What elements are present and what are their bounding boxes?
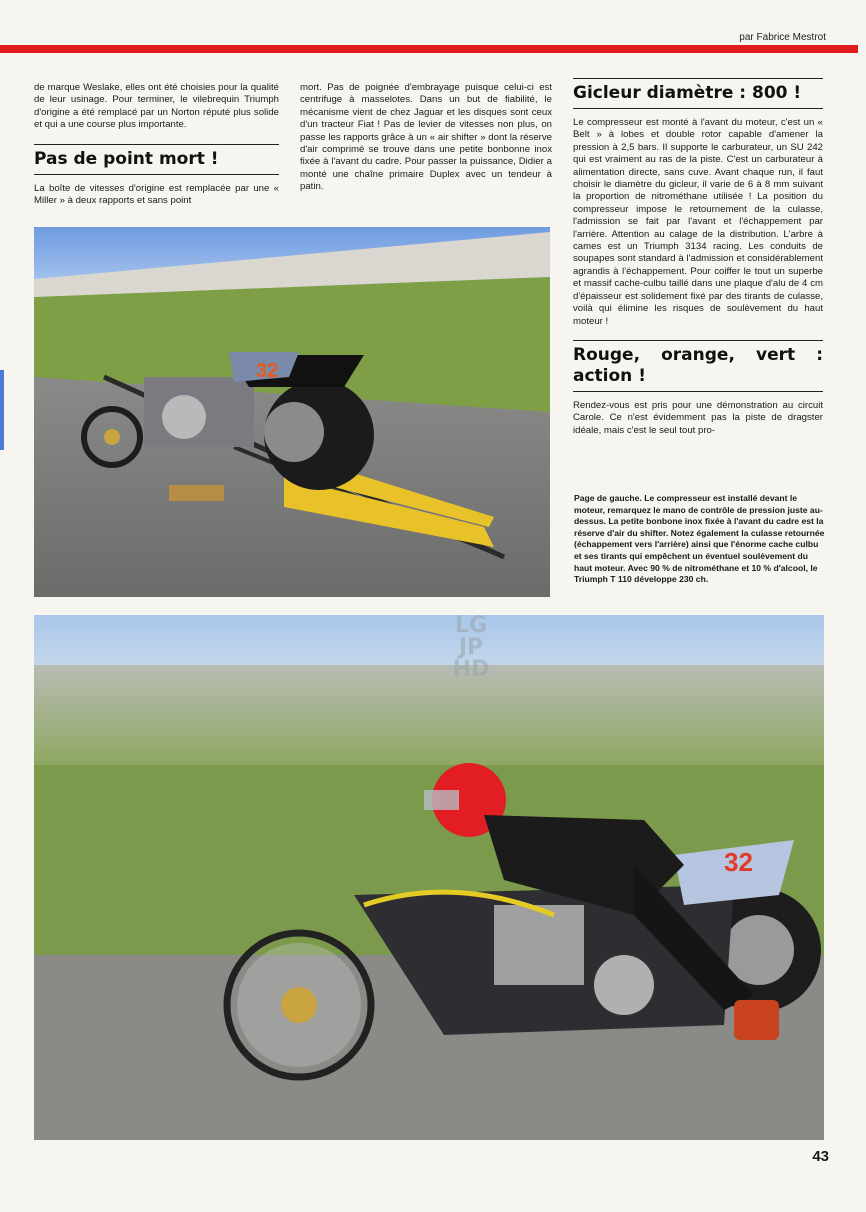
section-heading: Rouge, orange, vert : action ! <box>573 340 823 392</box>
paragraph: La boîte de vitesses d'origine est remplacée par une « Miller » à deux rapports et sans point <box>34 182 279 207</box>
text-column-3 <box>573 78 823 437</box>
text-column-1 <box>34 82 279 207</box>
photo-caption: Page de gauche. Le compresseur est installé devant le moteur, remarquez le mano de contrôle de pression juste au-dessus. La petite bonbone inox fixée à l'avant du cadre est la réserve d'air du shifter. Notez également la culasse retournée (échappement vers l'arrière) ainsi que l'énorme cache culbu et ses tirants qui empêchent un éventuel soulèvement du haut moteur. Avec 90 % de nitrométhane et 10 % d'alcool, le Triumph T 110 développe 230 ch. <box>574 493 825 585</box>
byline: par Fabrice Mestrot <box>739 32 826 43</box>
header-rule <box>0 45 858 53</box>
paragraph: de marque Weslake, elles ont été choisies pour la qualité de leur usinage. Pour terminer, le vilebrequin Triumph d'origine a été remplacé par un Norton réputé plus solide et qui a une course plus importante. <box>34 82 279 131</box>
page-number: 43 <box>812 1148 829 1165</box>
page-edge-mark <box>0 370 4 450</box>
number-plate: 32 <box>724 847 753 877</box>
number-plate: 32 <box>256 360 279 382</box>
section-heading: Pas de point mort ! <box>34 144 279 175</box>
text-column-2 <box>300 82 552 194</box>
paragraph: Rendez-vous est pris pour une démonstration au circuit Carole. Ce n'est évidemment pas la piste de dragster idéale, mais c'est le seul tout pro- <box>573 399 823 436</box>
paragraph: mort. Pas de poignée d'embrayage puisque celui-ci est centrifuge à masselotes. Dans un but de fiabilité, le mécanisme vient de chez Jaguar et les disques sont ceux d'un tracteur Fiat ! Pas de levier de vitesses non plus, on passe les rapports grâce à un « air shifter » dont la réserve d'air comprimé se trouve dans une petite bonbonne inox fixée à l'avant du cadre. Pour passer la puissance, Didier a monté une chaîne primaire Duplex avec un tendeur à patin. <box>300 82 552 193</box>
watermark-logo: LG JP HD <box>452 615 490 682</box>
section-heading: Gicleur diamètre : 800 ! <box>573 78 823 109</box>
photo-rider-action <box>34 615 824 1140</box>
photo-dragster-parked <box>34 227 550 597</box>
paragraph: Le compresseur est monté à l'avant du moteur, c'est un « Belt » à lobes et double rotor capable d'amener la pression à 2,5 bars. Il supporte le carburateur, un SU 242 qui est vraiment au ras de la piste. C'est un carburateur à alimentation directe, sans cuve. Avant chaque run, il faut choisir le diamètre du gicleur, il varie de 6 à 8 mm suivant la proportion de nitrométhane utilisée ! La position du compresseur impose le retournement de la culasse, l'admission se fait par l'avant et l'échappement par l'arrière. Attention au calage de la distribution. L'arbre à cames est un Triumph 3134 racing. Les conduits de soupapes sont standard à l'admission et considérablement agrandis à l'échappement. Pour coiffer le tout un superbe et massif cache-culbu taillé dans une plaque d'alu de 4 cm d'épaisseur est solidement fixé par des tirants de culasse, voilà qui élimine les risques de soulèvement du haut moteur ! <box>573 117 823 327</box>
